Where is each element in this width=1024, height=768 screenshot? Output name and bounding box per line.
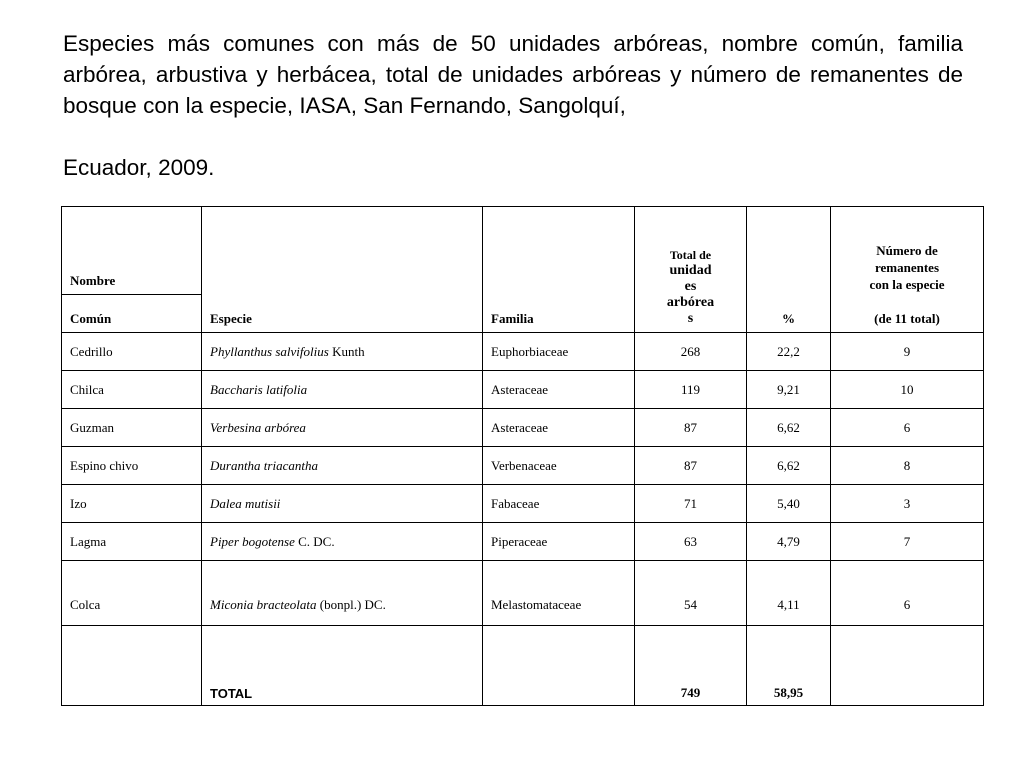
- cell-familia: Fabaceae: [483, 485, 635, 523]
- cell-familia: Piperaceae: [483, 523, 635, 561]
- page-title: [63, 28, 963, 183]
- cell-total: 87: [635, 409, 747, 447]
- cell-pct: 9,21: [747, 371, 831, 409]
- cell-especie: [202, 447, 483, 485]
- table-row: [62, 485, 984, 523]
- cell-familia: Verbenaceae: [483, 447, 635, 485]
- cell-especie: [202, 485, 483, 523]
- cell-num: 7: [831, 523, 984, 561]
- cell-num: 8: [831, 447, 984, 485]
- cell-comun: Cedrillo: [62, 333, 202, 371]
- species-name: Durantha triacantha: [210, 457, 318, 473]
- cell-pct: 5,40: [747, 485, 831, 523]
- title-text-end: Ecuador, 2009.: [63, 155, 215, 180]
- header-num-line: con la especie: [869, 277, 945, 292]
- cell-comun: Izo: [62, 485, 202, 523]
- cell-empty: [483, 626, 635, 706]
- cell-grand-total: 749: [635, 626, 747, 706]
- cell-especie: [202, 409, 483, 447]
- cell-comun: Espino chivo: [62, 447, 202, 485]
- table-row: [62, 333, 984, 371]
- species-name: Miconia bracteolata: [210, 597, 317, 612]
- header-num: [831, 207, 984, 333]
- species-author: C. DC.: [294, 533, 335, 549]
- cell-num: 6: [831, 561, 984, 626]
- species-name: Baccharis latifolia: [210, 381, 308, 397]
- species-author: Kunth: [328, 343, 365, 359]
- header-total-line: Total de: [669, 248, 712, 262]
- cell-especie: [202, 561, 483, 626]
- cell-total: 268: [635, 333, 747, 371]
- cell-especie: [202, 371, 483, 409]
- cell-especie: [202, 333, 483, 371]
- cell-comun: Lagma: [62, 523, 202, 561]
- species-author: (bonpl.) DC.: [316, 597, 386, 612]
- cell-num: 9: [831, 333, 984, 371]
- table-row: [62, 561, 984, 626]
- cell-pct: 22,2: [747, 333, 831, 371]
- cell-familia: Asteraceae: [483, 409, 635, 447]
- species-name: Piper bogotense: [210, 533, 295, 549]
- cell-empty: [62, 626, 202, 706]
- cell-pct: 4,79: [747, 523, 831, 561]
- header-row-1: [62, 207, 984, 295]
- species-name: Dalea mutisii: [210, 495, 281, 511]
- table-row: [62, 371, 984, 409]
- table-row: [62, 447, 984, 485]
- cell-total-label: TOTAL: [202, 626, 483, 706]
- cell-comun: Colca: [62, 561, 202, 626]
- total-row: [62, 626, 984, 706]
- header-comun: Común: [62, 295, 202, 333]
- cell-total: 54: [635, 561, 747, 626]
- cell-pct: 4,11: [747, 561, 831, 626]
- header-nombre: Nombre: [62, 207, 202, 295]
- header-num-sub: (de 11 total): [874, 311, 940, 326]
- header-total-line: s: [687, 311, 694, 326]
- cell-familia: Asteraceae: [483, 371, 635, 409]
- cell-num: 3: [831, 485, 984, 523]
- cell-grand-pct: 58,95: [747, 626, 831, 706]
- header-total: [635, 207, 747, 333]
- cell-num: 10: [831, 371, 984, 409]
- cell-empty: [831, 626, 984, 706]
- header-num-line: remanentes: [874, 260, 940, 275]
- cell-total: 87: [635, 447, 747, 485]
- table-row: [62, 409, 984, 447]
- header-total-line: unidad: [669, 263, 712, 278]
- species-table: [61, 206, 984, 706]
- cell-familia: Euphorbiaceae: [483, 333, 635, 371]
- header-total-line: arbórea: [666, 295, 715, 310]
- species-name: Phyllanthus salvifolius: [210, 343, 329, 359]
- cell-comun: Chilca: [62, 371, 202, 409]
- cell-pct: 6,62: [747, 409, 831, 447]
- cell-pct: 6,62: [747, 447, 831, 485]
- cell-total: 119: [635, 371, 747, 409]
- header-num-line: Número de: [876, 243, 938, 258]
- cell-total: 71: [635, 485, 747, 523]
- header-familia: Familia: [483, 207, 635, 333]
- header-total-line: es: [684, 279, 697, 294]
- cell-total: 63: [635, 523, 747, 561]
- cell-num: 6: [831, 409, 984, 447]
- header-especie: Especie: [202, 207, 483, 333]
- cell-familia: Melastomataceae: [483, 561, 635, 626]
- title-text: Especies más comunes con más de 50 unidades arbóreas, nombre común, familia arbórea, arbustiva y herbácea, total de unidades arbóreas y número de remanentes de bosque con la especie, IASA, San Fernando, Sangolquí,: [63, 31, 963, 118]
- table-row: [62, 523, 984, 561]
- cell-comun: Guzman: [62, 409, 202, 447]
- header-pct: %: [747, 207, 831, 333]
- species-name: Verbesina arbórea: [210, 419, 306, 435]
- cell-especie: [202, 523, 483, 561]
